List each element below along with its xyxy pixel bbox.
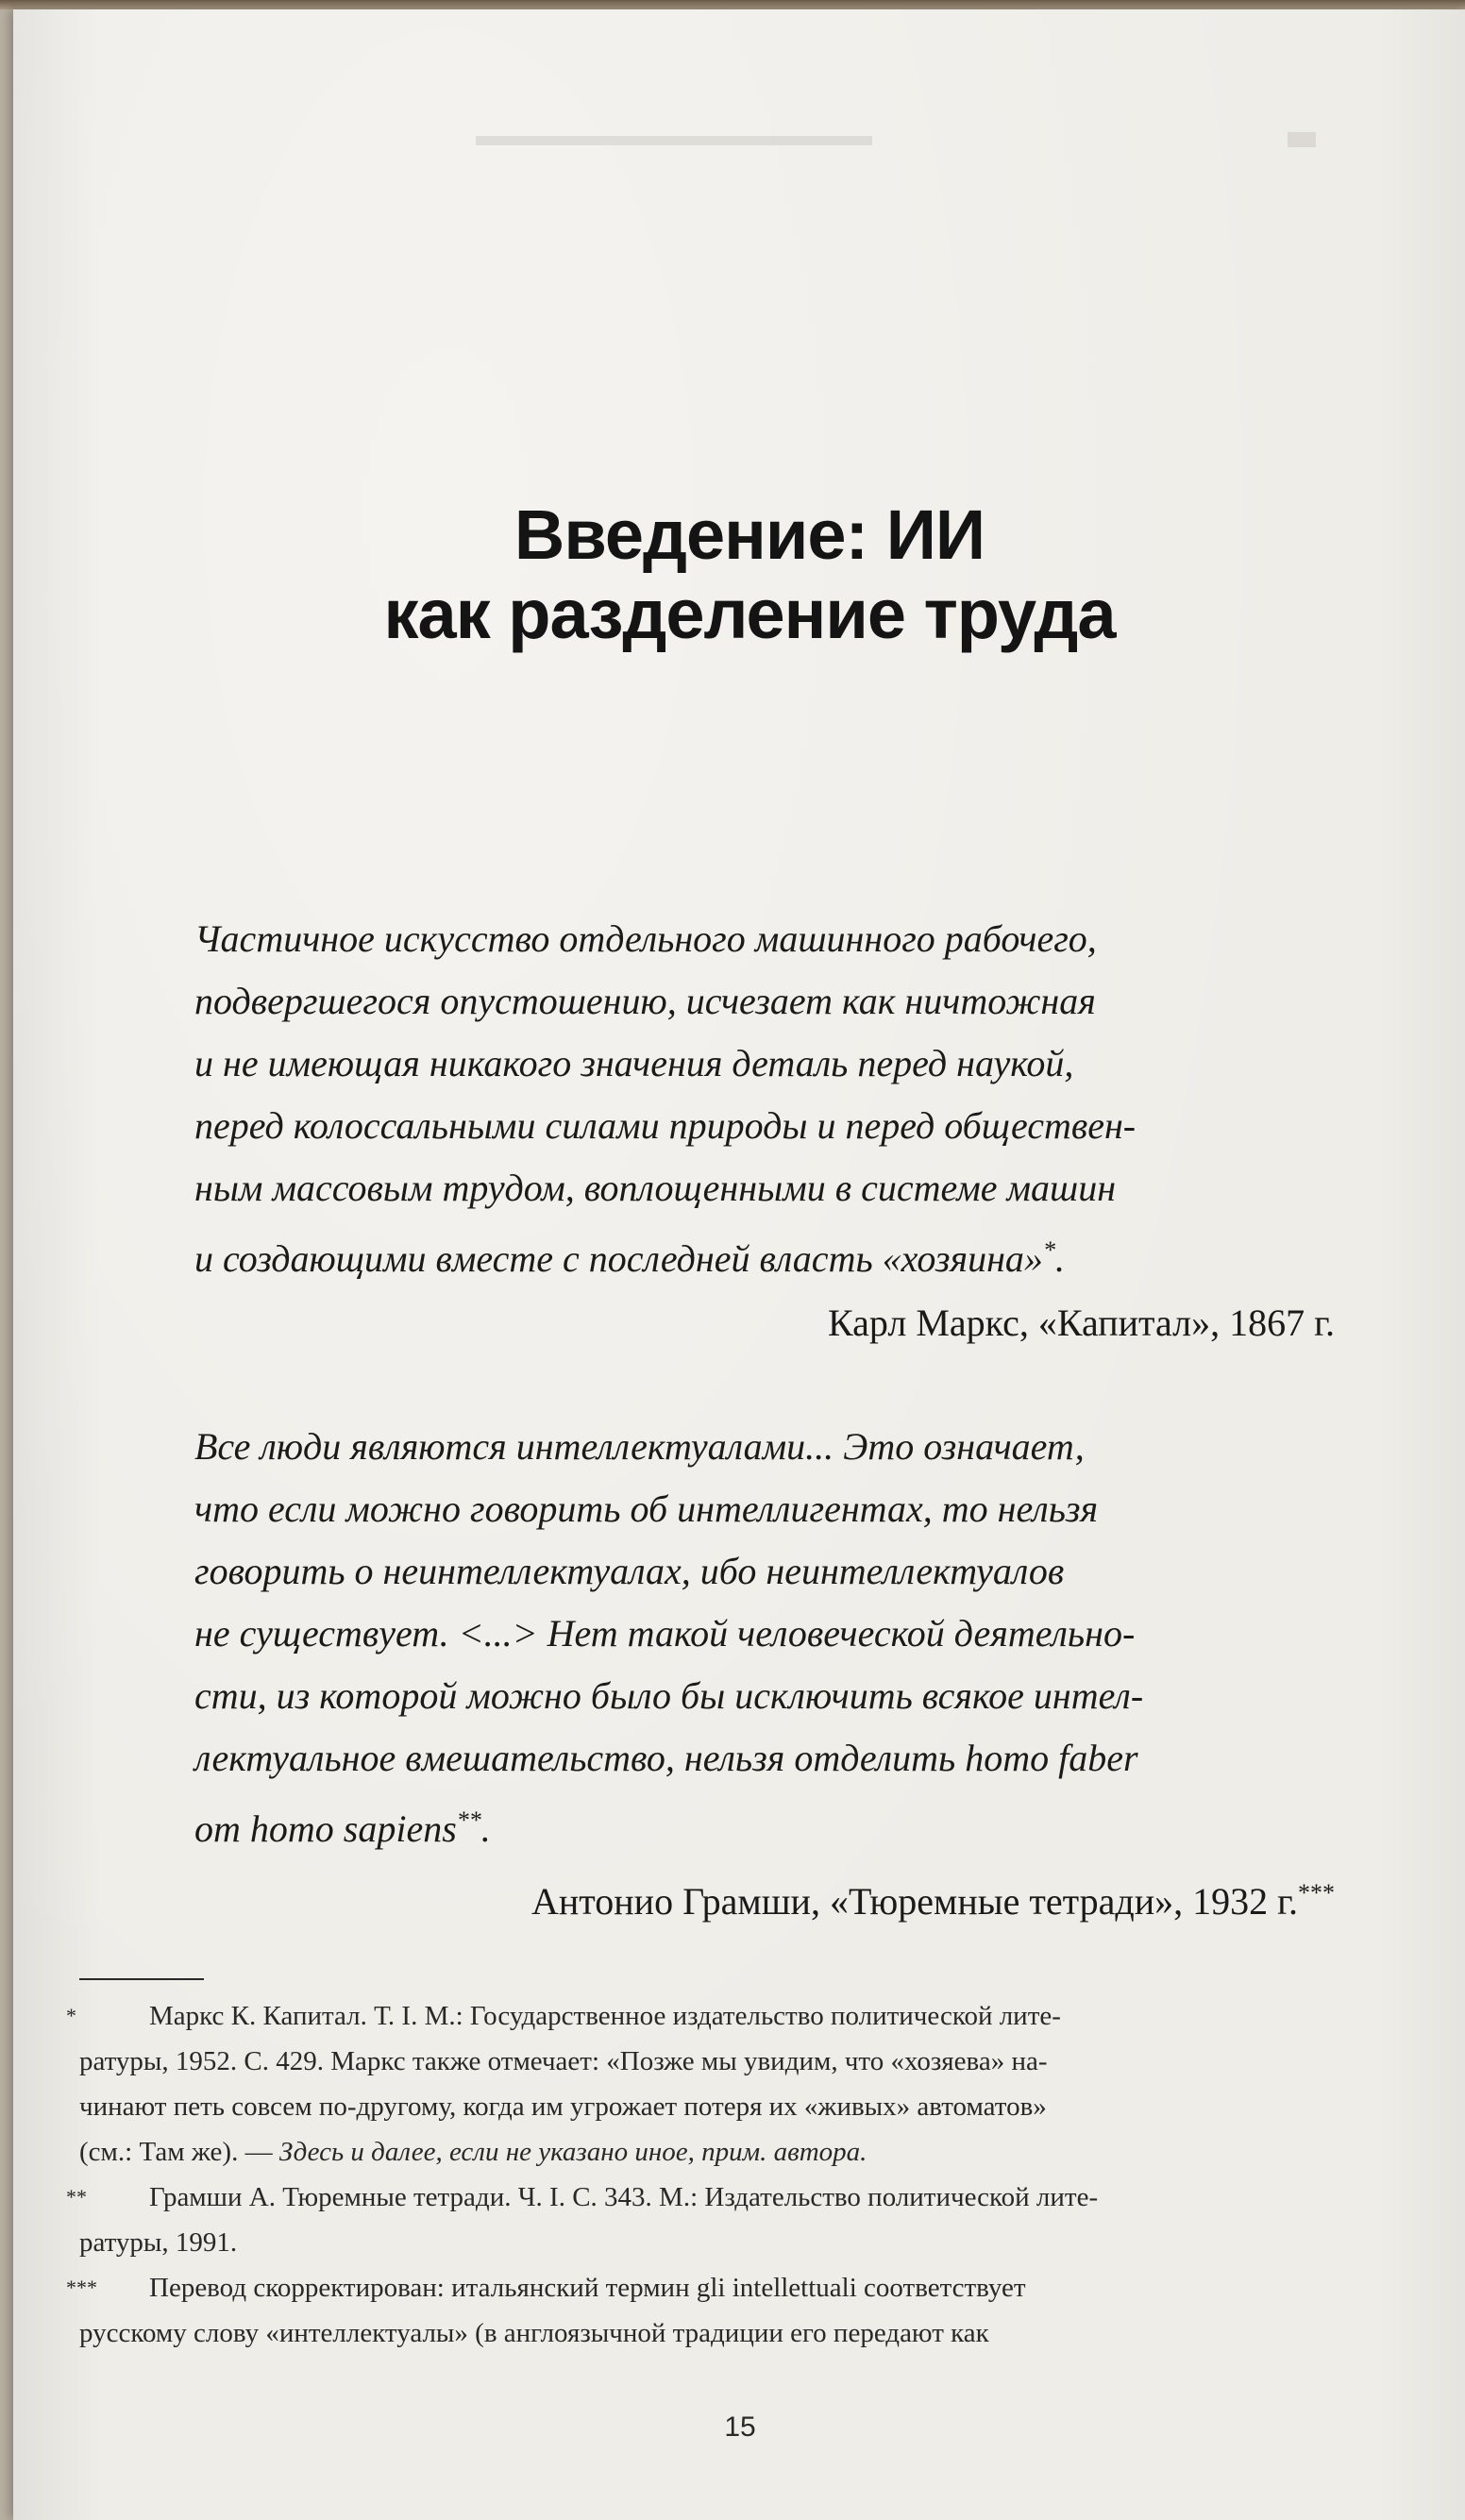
bleed-through-text <box>287 128 1382 157</box>
epigraph-tail: . <box>1054 1237 1065 1280</box>
footnote-line <box>79 2129 1349 2175</box>
epigraph-attribution-gramsci <box>531 1865 1335 1930</box>
epigraph-gramsci <box>194 1416 1356 1860</box>
footnote-mark: ** <box>66 2185 87 2209</box>
epigraph-line-last <box>194 1789 1356 1860</box>
attribution-text: Антонио Грамши, «Тюремные тетради», 1932 г. <box>531 1880 1298 1923</box>
footnote-ref: ** <box>456 1806 481 1834</box>
footnote-line: русскому слову «интеллектуалы» (в англоязычной традиции его передают как <box>79 2318 989 2348</box>
footnote-line: Грамши А. Тюремные тетради. Ч. I. С. 343. М.: Издательство политической лите- <box>149 2182 1099 2212</box>
footnote-line: Маркс К. Капитал. Т. I. М.: Государственное издательство политической лите- <box>149 2001 1061 2031</box>
footnote-line: ратуры, 1952. С. 429. Маркс также отмечает: «Позже мы увидим, что «хозяева» на- <box>79 2046 1048 2076</box>
footnotes <box>66 1993 1349 2356</box>
epigraph-line: говорить о неинтеллектуалах, ибо неинтеллектуалов <box>194 1550 1065 1592</box>
footnote-line: ратуры, 1991. <box>79 2227 238 2258</box>
epigraph-marx <box>194 908 1356 1290</box>
chapter-title <box>249 496 1250 654</box>
epigraph-line: перед колоссальными силами природы и перед обществен- <box>194 1104 1137 1147</box>
footnote-ref: * <box>1042 1236 1055 1264</box>
page-number: 15 <box>724 2411 756 2443</box>
footnote-ref: *** <box>1298 1879 1335 1907</box>
epigraph-line: подвергшегося опустошению, исчезает как ничтожная <box>194 980 1096 1022</box>
epigraph-tail: . <box>480 1807 491 1850</box>
epigraph-line-last <box>194 1219 1356 1290</box>
footnote-italic-text: Здесь и далее, если не указано иное, прим. автора. <box>278 2137 867 2167</box>
footnote-text: (см.: Там же). — <box>79 2137 279 2167</box>
footnote-mark: *** <box>66 2276 97 2299</box>
epigraph-line: ным массовым трудом, воплощенными в системе машин <box>194 1167 1117 1209</box>
footnote-3 <box>66 2265 1349 2356</box>
epigraph-line: не существует. <...> Нет такой человеческой деятельно- <box>194 1612 1136 1655</box>
book-page <box>13 9 1465 2520</box>
epigraph-line: лектуальное вмешательство, нельзя отделить homo faber <box>194 1737 1138 1779</box>
epigraph-attribution-marx: Карл Маркс, «Капитал», 1867 г. <box>828 1302 1335 1344</box>
footnote-line: чинают петь совсем по-другому, когда им угрожает потеря их «живых» автоматов» <box>79 2092 1047 2122</box>
epigraph-line: и не имеющая никакого значения деталь перед наукой, <box>194 1042 1074 1084</box>
book-edge <box>0 0 1465 9</box>
epigraph-line: что если можно говорить об интеллигентах, то нельзя <box>194 1487 1099 1530</box>
footnote-mark: * <box>66 2004 76 2027</box>
epigraph-line: Частичное искусство отдельного машинного рабочего, <box>194 917 1097 960</box>
footnote-2 <box>66 2175 1349 2265</box>
epigraph-line: Все люди являются интеллектуалами... Это означает, <box>194 1425 1085 1468</box>
epigraph-line-text: и создающими вместе с последней власть «хозяина» <box>194 1237 1043 1280</box>
chapter-title-line-2: как разделение труда <box>383 575 1116 653</box>
footnote-1 <box>66 1993 1349 2175</box>
epigraph-line-text: от homo sapiens <box>194 1807 457 1850</box>
chapter-title-line-1: Введение: ИИ <box>514 496 985 574</box>
epigraph-line: сти, из которой можно было бы исключить всякое интел- <box>194 1674 1144 1717</box>
footnote-line: Перевод скорректирован: итальянский термин gli intellettuali соответствует <box>149 2273 1026 2303</box>
footnote-separator <box>79 1978 204 1980</box>
